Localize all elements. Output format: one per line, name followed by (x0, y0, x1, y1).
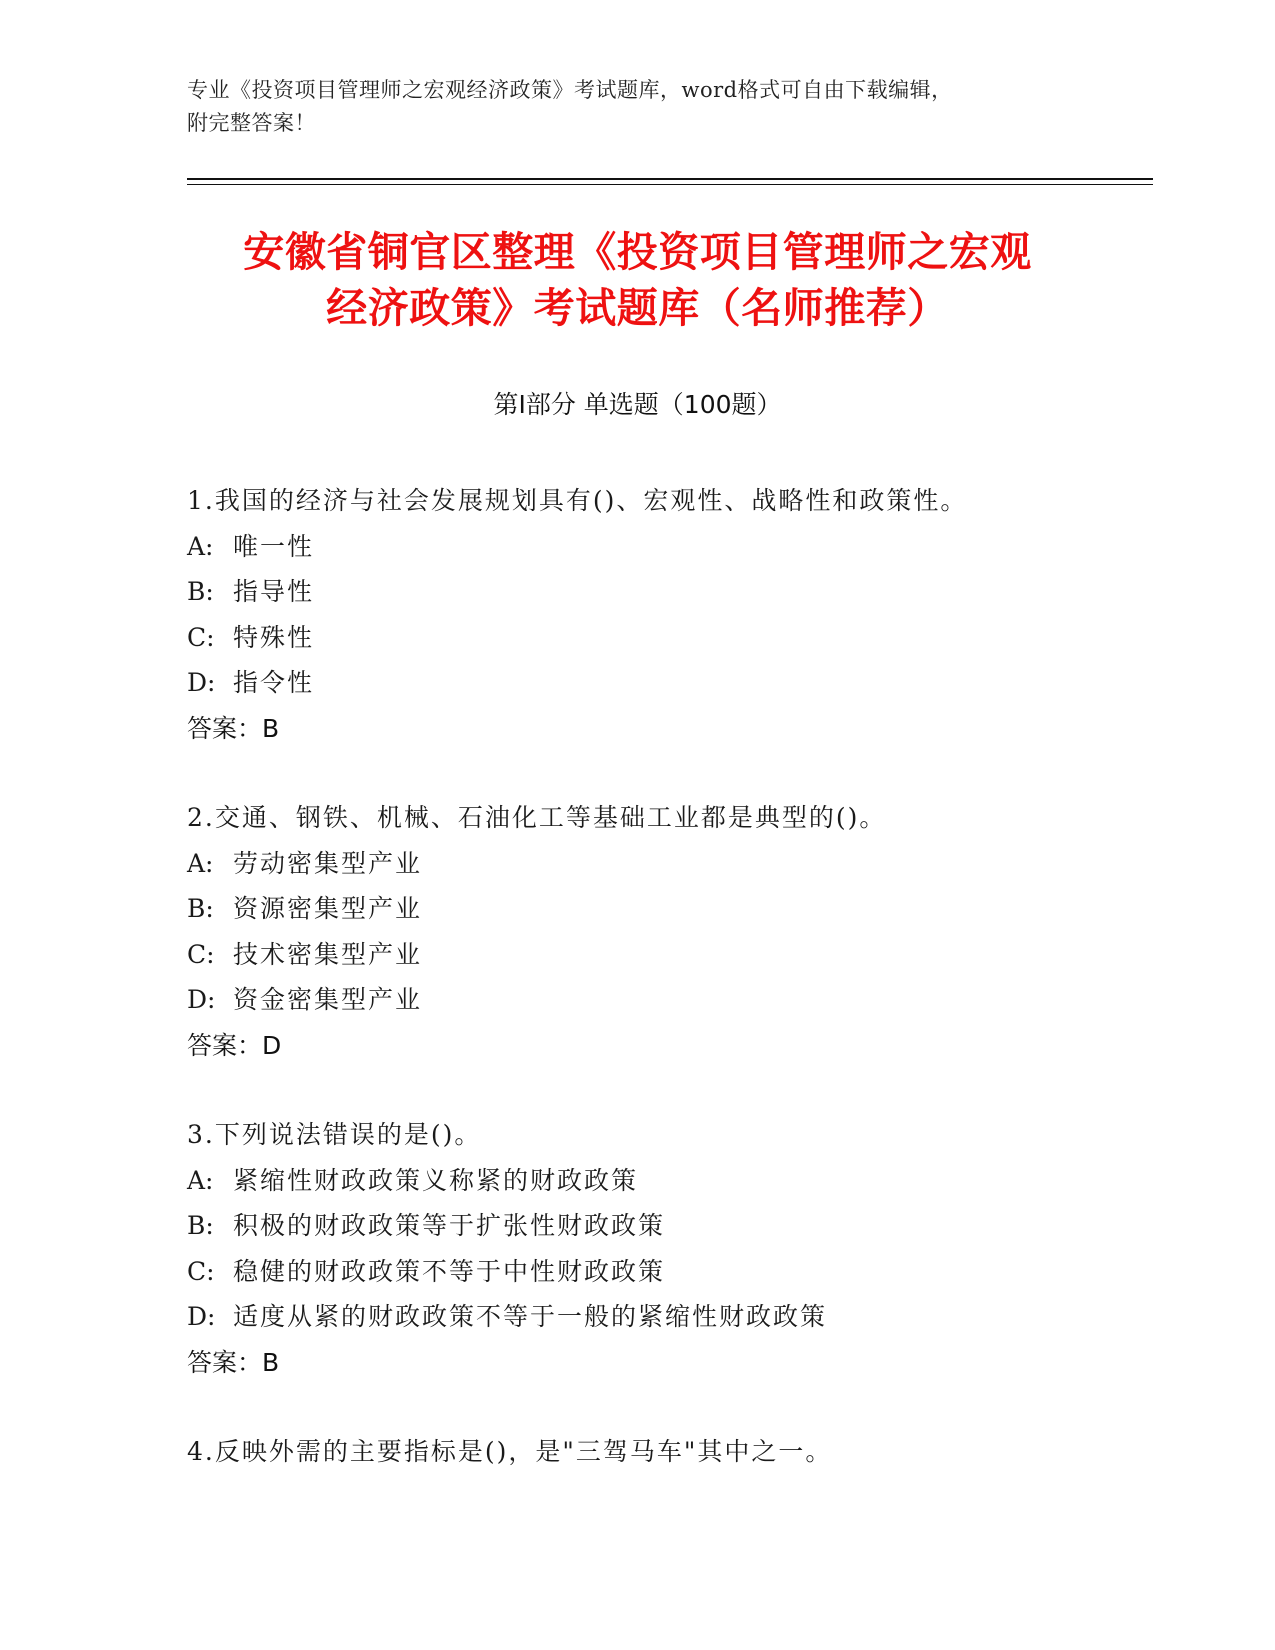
section-title: 第Ⅰ部分 单选题（100题） (493, 390, 782, 419)
question-list (187, 478, 1147, 1519)
option-text: 稳健的财政政策不等于中性财政政策 (233, 1256, 666, 1286)
option-c (187, 1249, 1147, 1295)
option-key: A: (187, 531, 214, 561)
option-c (187, 615, 1147, 661)
option-text: 紧缩性财政政策义称紧的财政政策 (233, 1165, 639, 1195)
document-title-line-2: 经济政策》考试题库（名师推荐） (326, 284, 949, 332)
option-b (187, 569, 1147, 615)
option-key: B: (187, 577, 214, 606)
document-title (160, 224, 1115, 336)
answer-line: 答案：B (187, 1347, 280, 1377)
option-key: D: (187, 1302, 216, 1331)
option-text: 唯一性 (233, 531, 315, 561)
option-key: C: (187, 939, 215, 969)
option-text: 指导性 (233, 577, 315, 606)
answer-line: 答案：B (187, 713, 280, 743)
option-a (187, 524, 1147, 570)
option-text: 适度从紧的财政政策不等于一般的紧缩性财政政策 (233, 1302, 828, 1331)
option-key: A: (187, 848, 214, 878)
question-1 (187, 478, 1147, 751)
question-stem: 4.反映外需的主要指标是()，是"三驾马车"其中之一。 (187, 1437, 833, 1466)
header-note (187, 74, 1087, 140)
header-rule-thin (187, 184, 1153, 185)
option-text: 指令性 (233, 668, 315, 697)
question-stem: 1.我国的经济与社会发展规划具有()、宏观性、战略性和政策性。 (187, 486, 968, 515)
option-text: 特殊性 (233, 622, 315, 652)
option-key: A: (187, 1165, 214, 1195)
option-key: D: (187, 668, 216, 697)
option-b (187, 886, 1147, 932)
option-key: B: (187, 1211, 214, 1240)
question-stem: 2.交通、钢铁、机械、石油化工等基础工业都是典型的()。 (187, 803, 887, 832)
option-d (187, 1294, 1147, 1340)
option-key: C: (187, 1256, 215, 1286)
option-d (187, 977, 1147, 1023)
document-title-line-1: 安徽省铜官区整理《投资项目管理师之宏观 (243, 228, 1032, 276)
option-d (187, 660, 1147, 706)
header-note-line-1: 专业《投资项目管理师之宏观经济政策》考试题库，word格式可自由下载编辑， (187, 78, 953, 102)
question-3 (187, 1112, 1147, 1385)
option-a (187, 841, 1147, 887)
option-text: 资源密集型产业 (233, 894, 423, 923)
option-a (187, 1158, 1147, 1204)
option-text: 技术密集型产业 (233, 939, 423, 969)
header-note-line-2: 附完整答案！ (187, 111, 316, 135)
option-b (187, 1203, 1147, 1249)
option-text: 资金密集型产业 (233, 985, 423, 1014)
question-stem: 3.下列说法错误的是()。 (187, 1120, 482, 1149)
question-4 (187, 1429, 1147, 1475)
header-rule-thick (187, 178, 1153, 180)
option-c (187, 932, 1147, 978)
option-text: 积极的财政政策等于扩张性财政政策 (233, 1211, 666, 1240)
option-key: D: (187, 985, 216, 1014)
option-key: C: (187, 622, 215, 652)
answer-line: 答案：D (187, 1030, 282, 1060)
option-text: 劳动密集型产业 (233, 848, 423, 878)
option-key: B: (187, 894, 214, 923)
question-2 (187, 795, 1147, 1068)
